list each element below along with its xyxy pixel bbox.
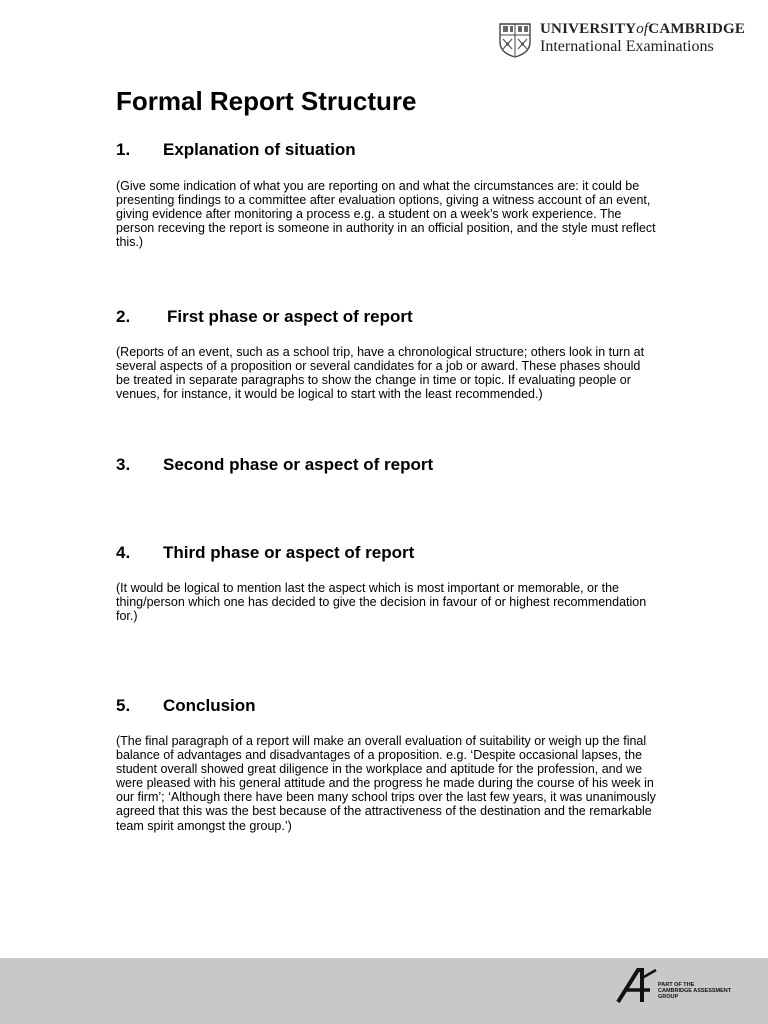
section-number: 3. [116,455,131,474]
section-heading-3 [116,455,433,475]
section-body-4: (It would be logical to mention last the aspect which is most important or memorable, or the thing/person which one has decided to give the decision in favour of or highest recommendation for.) [116,581,647,624]
section-number: 4. [116,543,131,562]
cambridge-assessment-group-text: PART OF THE CAMBRIDGE ASSESSMENT GROUP [658,982,732,1000]
section-body-2: (Reports of an event, such as a school trip, have a chronological structure; others look in turn at several aspects of a proposition or several candidates for a job or award. These phases should be treated in separate paragraphs to show the change in time or topic. If evaluating people or venues, for instance, it would be logical to start with the least recommended.) [116,345,645,402]
section-number: 5. [116,696,131,715]
section-number: 1. [116,140,131,159]
section-heading-4 [116,543,414,563]
section-body-1: (Give some indication of what you are reporting on and what the circumstances are: it could be presenting findings to a committee after evaluation options, giving a witness account of an event, giving evidence after monitoring a process e.g. a student on a week’s work experience. The person receving the report is someone in authority in an official position, and the style must reflect this.) [116,179,656,250]
section-title: Third phase or aspect of report [163,543,415,562]
university-name: UNIVERSITYofCAMBRIDGE [540,21,746,37]
section-title: First phase or aspect of report [167,307,413,326]
cambridge-assessment-logo-icon [616,966,660,1004]
university-crest-icon [498,22,532,58]
section-body-5: (The final paragraph of a report will make an overall evaluation of suitability or weigh up the final balance of advantages and disadvantages of a proposition. e.g. ‘Despite occasional lapses, the student overall showed great diligence in the workplace and aptitude for the profession, and we were pleased with his general attitude and the progress he made during the course of his week in our firm’; ‘Although there have been many school trips over the last few years, it was unanimously agreed that this was the best because of the attractiveness of the destination and the remarkable team spirit amongst the group.’) [116,734,656,833]
section-heading-5 [116,696,256,716]
university-logo [498,20,768,60]
section-heading-1 [116,140,356,160]
section-heading-2 [116,307,413,327]
section-number: 2. [116,307,131,326]
section-title: Second phase or aspect of report [163,455,434,474]
section-title: Conclusion [163,696,256,715]
section-title: Explanation of situation [163,140,356,159]
footer-band [0,958,768,1024]
university-subtitle: International Examinations [540,38,714,55]
page-title: Formal Report Structure [116,86,417,116]
